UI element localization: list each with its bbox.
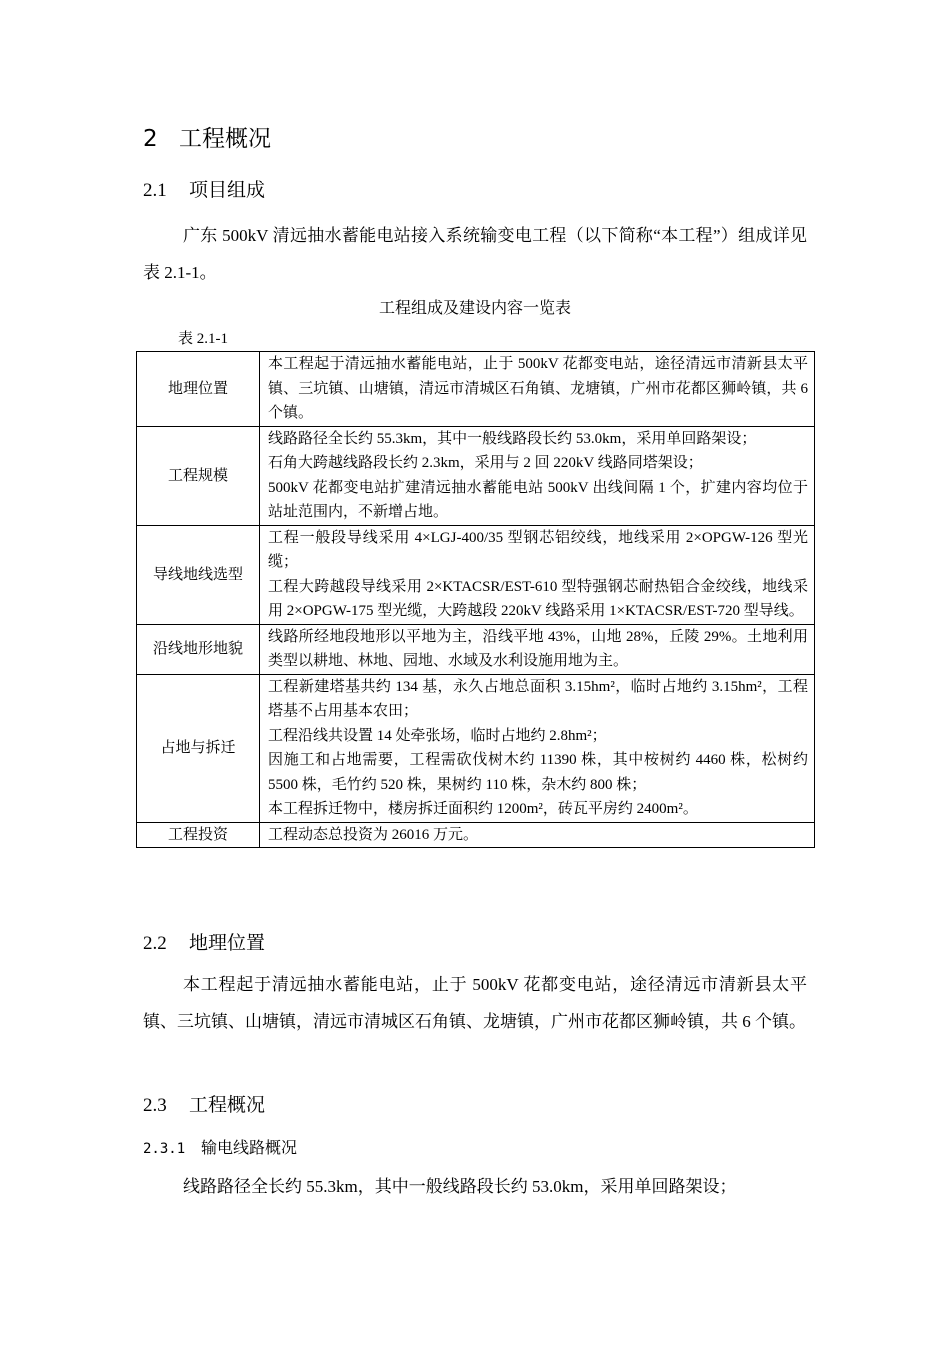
section-heading [143, 124, 271, 154]
section-title: 工程概况 [179, 126, 271, 152]
subsubsection-number: 2.3.1 [143, 1141, 186, 1157]
row-content [260, 426, 815, 525]
content-line: 本工程起于清远抽水蓄能电站，止于 500kV 花都变电站，途径清远市清新县太平镇、三坑镇、山塘镇，清远市清城区石角镇、龙塘镇，广州市花都区狮岭镇，共 6 个镇。 [268, 356, 808, 421]
row-content [260, 624, 815, 674]
table-row [137, 525, 815, 624]
content-line: 线路所经地段地形以平地为主，沿线平地 43%，山地 28%，丘陵 29%。土地利用类型以耕地、林地、园地、水域及水利设施用地为主。 [268, 628, 808, 669]
content-line: 线路路径全长约 55.3km，其中一般线路段长约 53.0km，采用单回路架设； [268, 430, 757, 447]
subsection-heading-2-1 [143, 177, 265, 204]
row-label: 沿线地形地貌 [137, 624, 260, 674]
subsection-number: 2.3 [143, 1095, 167, 1116]
content-line: 石角大跨越线路段长约 2.3km，采用与 2 回 220kV 线路同塔架设； [268, 455, 703, 471]
geo-paragraph: 本工程起于清远抽水蓄能电站，止于 500kV 花都变电站，途径清远市清新县太平镇、三坑镇、山塘镇，清远市清城区石角镇、龙塘镇，广州市花都区狮岭镇，共 6 个镇。 [143, 975, 807, 1031]
section-number: 2 [143, 126, 158, 152]
content-line: 工程新建塔基共约 134 基，永久占地总面积 3.15hm²，临时占地约 3.15hm²，工程塔基不占用基本农田； [268, 678, 808, 719]
row-content [260, 352, 815, 427]
table-title: 工程组成及建设内容一览表 [378, 298, 571, 317]
subsection-title: 工程概况 [189, 1094, 266, 1116]
subsection-title: 项目组成 [189, 179, 266, 201]
content-line: 工程动态总投资为 26016 万元。 [268, 826, 479, 843]
table-row [137, 674, 815, 822]
row-label: 占地与拆迁 [137, 674, 260, 822]
subsection-heading-2-2 [143, 930, 265, 957]
row-label: 导线地线选型 [137, 525, 260, 624]
table-row [137, 426, 815, 525]
row-label: 工程规模 [137, 426, 260, 525]
line-paragraph: 线路路径全长约 55.3km，其中一般线路段长约 53.0km，采用单回路架设； [183, 1177, 737, 1196]
content-line: 工程大跨越段导线采用 2×KTACSR/EST-610 型特强钢芯耐热铝合金绞线，地线采用 2×OPGW-175 型光缆，大跨越段 220kV 线路采用 1×KTACSR/EST-720 型导线。 [268, 578, 808, 619]
table-row [137, 822, 815, 848]
subsection-heading-2-3 [143, 1092, 265, 1119]
content-line: 本工程拆迁物中，楼房拆迁面积约 1200m²，砖瓦平房约 2400m²。 [268, 801, 698, 817]
row-content [260, 822, 815, 848]
row-label: 地理位置 [137, 352, 260, 427]
row-label: 工程投资 [137, 822, 260, 848]
content-line: 工程沿线共设置 14 处牵张场，临时占地约 2.8hm²； [268, 727, 607, 744]
subsection-title: 地理位置 [189, 932, 266, 954]
content-line: 工程一般段导线采用 4×LGJ-400/35 型钢芯铝绞线，地线采用 2×OPGW-126 型光缆； [268, 529, 808, 570]
row-content [260, 674, 815, 822]
content-line: 500kV 花都变电站扩建清远抽水蓄能电站 500kV 出线间隔 1 个，扩建内容均位于站址范围内，不新增占地。 [268, 479, 808, 520]
row-content [260, 525, 815, 624]
subsubsection-heading-2-3-1 [143, 1137, 297, 1160]
table-number: 表 2.1-1 [178, 331, 228, 347]
subsection-number: 2.1 [143, 180, 167, 201]
table-body [137, 352, 815, 848]
subsubsection-title: 输电线路概况 [201, 1138, 298, 1157]
intro-paragraph: 广东 500kV 清远抽水蓄能电站接入系统输变电工程（以下简称“本工程”）组成详见表 2.1-1。 [143, 226, 807, 282]
subsection-number: 2.2 [143, 933, 167, 954]
table-row [137, 352, 815, 427]
project-composition-table [136, 351, 815, 848]
content-line: 因施工和占地需要，工程需砍伐树木约 11390 株，其中桉树约 4460 株，松树约 5500 株，毛竹约 520 株，果树约 110 株，杂木约 800 株； [268, 752, 808, 793]
table-row [137, 624, 815, 674]
